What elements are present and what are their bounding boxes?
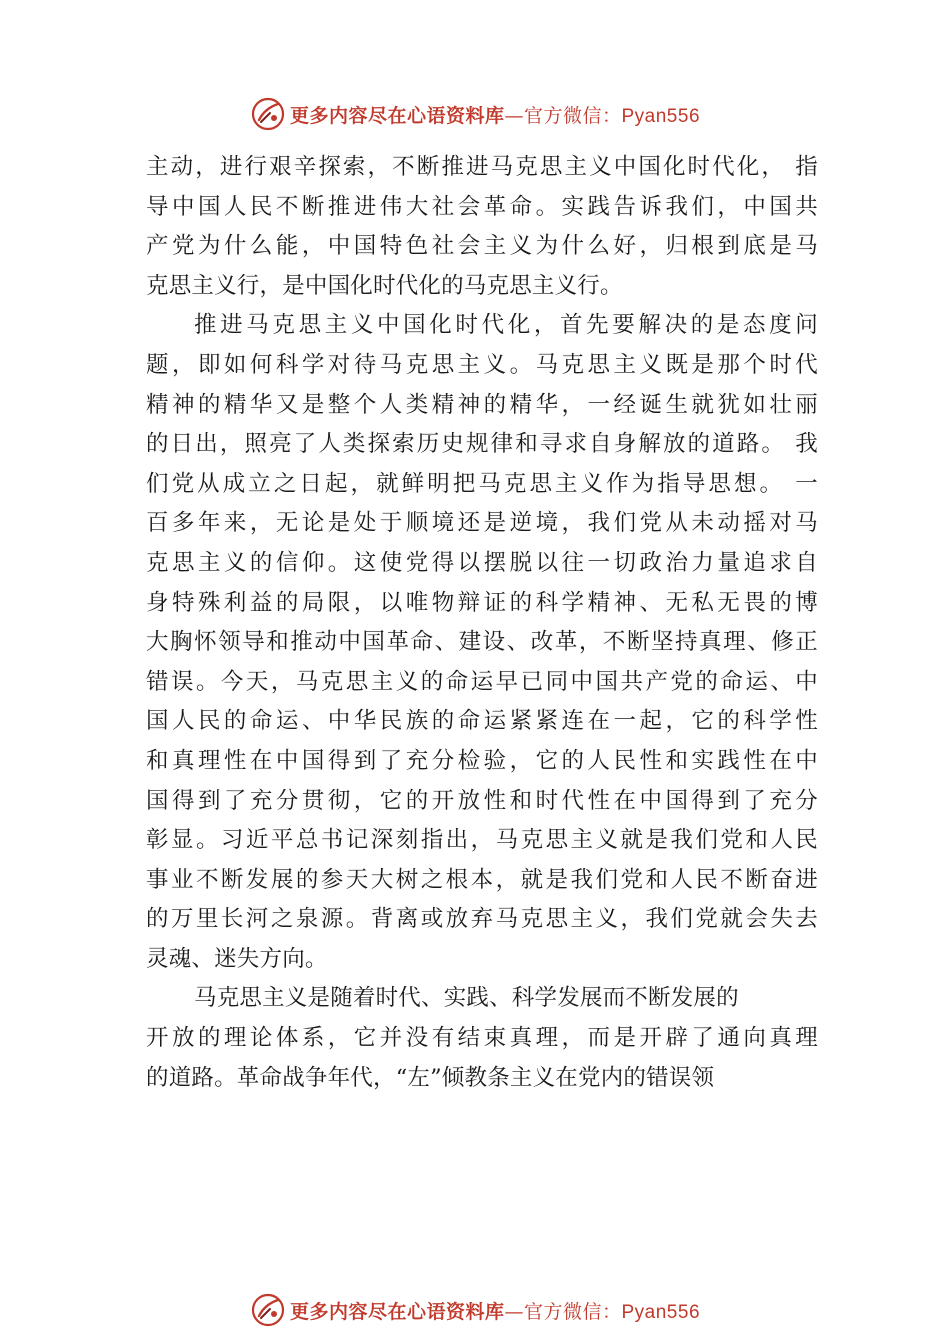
text-line: 克思主义行，是中国化时代化的马克思主义行。 [146, 272, 623, 299]
footer-banner [0, 1290, 950, 1330]
footer-wechat: Pyan556 [621, 1301, 701, 1323]
text-line: 的万里长河之泉源。背离或放弃马克思主义，我们党就会失去 [146, 906, 818, 933]
text-line: 克思主义的信仰。这使党得以摆脱以往一切政治力量追求自 [146, 549, 818, 576]
text-line: 开放的理论体系，它并没有结束真理，而是开辟了通向真理 [146, 1025, 818, 1052]
text-line: 事业不断发展的参天大树之根本，就是我们党和人民不断奋进 [146, 866, 818, 893]
text-line: 大胸怀领导和推动中国革命、建设、改革，不断坚持真理、修正 [146, 629, 818, 656]
text-line: 百多年来，无论是处于顺境还是逆境，我们党从未动摇对马 [146, 510, 818, 537]
header-banner [0, 94, 950, 134]
text-line: 灵魂、迷失方向。 [146, 945, 328, 972]
brand-logo-icon [250, 1292, 286, 1328]
brand-logo-icon [250, 96, 286, 132]
header-brand: 更多内容尽在心语资料库 [289, 104, 505, 127]
text-line: 产党为什么能，中国特色社会主义为什么好，归根到底是马 [146, 233, 818, 260]
header-label: 官方微信： [523, 104, 622, 127]
header-separator: — [504, 104, 524, 127]
text-line: 精神的精华又是整个人类精神的精华，一经诞生就犹如壮丽 [146, 391, 818, 418]
text-line: 和真理性在中国得到了充分检验，它的人民性和实践性在中 [146, 747, 818, 774]
text-line: 题，即如何科学对待马克思主义。马克思主义既是那个时代 [146, 351, 818, 378]
footer-brand: 更多内容尽在心语资料库 [289, 1300, 505, 1323]
header-wechat: Pyan556 [621, 105, 701, 127]
text-line: 彰显。习近平总书记深刻指出，马克思主义就是我们党和人民 [146, 827, 818, 854]
text-line: 国得到了充分贯彻，它的开放性和时代性在中国得到了充分 [146, 787, 818, 814]
header-text [290, 101, 700, 128]
text-line: 马克思主义是随着时代、实践、科学发展而不断发展的 [194, 985, 739, 1012]
text-line: 身特殊利益的局限，以唯物辩证的科学精神、无私无畏的博 [146, 589, 818, 616]
document-body [146, 148, 818, 1098]
text-line: 推进马克思主义中国化时代化，首先要解决的是态度问 [194, 312, 818, 339]
text-line: 国人民的命运、中华民族的命运紧紧连在一起，它的科学性 [146, 708, 818, 735]
text-line: 错误。今天，马克思主义的命运早已同中国共产党的命运、中 [146, 668, 818, 695]
text-line: 们党从成立之日起，就鲜明把马克思主义作为指导思想。 一 [146, 470, 818, 497]
text-line: 的日出，照亮了人类探索历史规律和寻求自身解放的道路。 我 [146, 431, 818, 458]
text-line: 的道路。革命战争年代，“左”倾教条主义在党内的错误领 [146, 1064, 715, 1091]
footer-separator: — [504, 1300, 524, 1323]
text-line: 主动，进行艰辛探索，不断推进马克思主义中国化时代化， 指 [146, 154, 818, 180]
text-line: 导中国人民不断推进伟大社会革命。实践告诉我们，中国共 [146, 193, 818, 220]
footer-text [290, 1297, 700, 1324]
footer-label: 官方微信： [523, 1300, 622, 1323]
